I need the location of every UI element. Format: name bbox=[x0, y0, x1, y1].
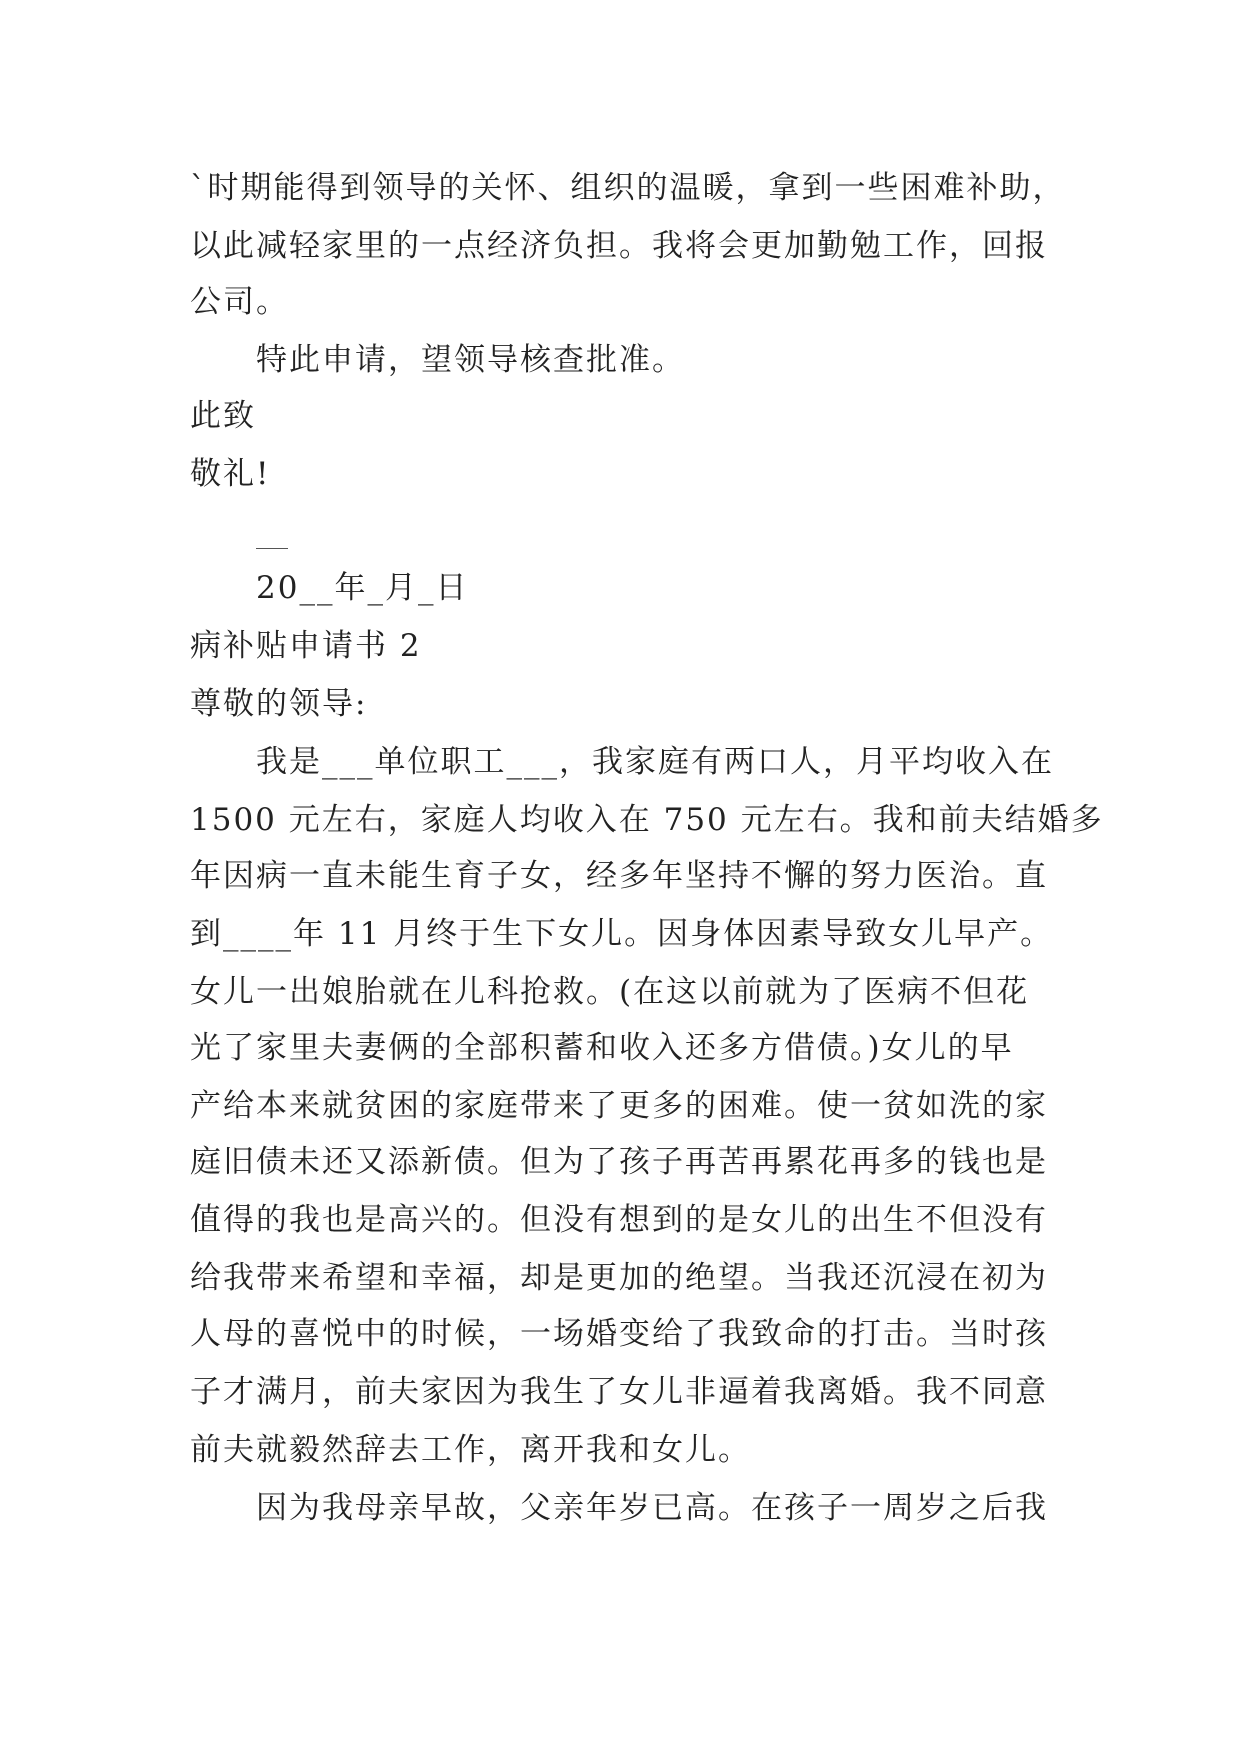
body-text-line: 年因病一直未能生育子女，经多年坚持不懈的努力医治。直 bbox=[190, 858, 1048, 894]
closing-line-2: 敬礼! bbox=[190, 456, 271, 492]
request-line: 特此申请，望领导核查批准。 bbox=[256, 342, 685, 378]
body-text-line: 给我带来希望和幸福，却是更加的绝望。当我还沉浸在初为 bbox=[190, 1260, 1048, 1296]
closing-line-1: 此致 bbox=[190, 398, 256, 434]
body-text-line: 到____年 11 月终于生下女儿。因身体因素导致女儿早产。 bbox=[190, 916, 1054, 952]
body-text-line: 1500 元左右，家庭人均收入在 750 元左右。我和前夫结婚多 bbox=[190, 802, 1104, 838]
body-text-line: 前夫就毅然辞去工作，离开我和女儿。 bbox=[190, 1432, 751, 1468]
body-text-line: 子才满月，前夫家因为我生了女儿非逼着我离婚。我不同意 bbox=[190, 1374, 1048, 1410]
body-text-line: 女儿一出娘胎就在儿科抢救。(在这以前就为了医病不但花 bbox=[190, 974, 1030, 1010]
body-text-line: 光了家里夫妻俩的全部积蓄和收入还多方借债。)女儿的早 bbox=[190, 1030, 1014, 1066]
date-line: 20__年_月_日 bbox=[256, 570, 469, 606]
body-text-line: 公司。 bbox=[190, 284, 289, 320]
body-text-line: 产给本来就贫困的家庭带来了更多的困难。使一贫如洗的家 bbox=[190, 1088, 1048, 1124]
body-text-line: 我是___单位职工___，我家庭有两口人，月平均收入在 bbox=[256, 744, 1054, 780]
body-text-line: 值得的我也是高兴的。但没有想到的是女儿的出生不但没有 bbox=[190, 1202, 1048, 1238]
body-text-line: 因为我母亲早故，父亲年岁已高。在孩子一周岁之后我 bbox=[256, 1490, 1048, 1526]
section-title: 病补贴申请书 2 bbox=[190, 628, 422, 664]
body-text-line: 人母的喜悦中的时候，一场婚变给了我致命的打击。当时孩 bbox=[190, 1316, 1048, 1352]
body-text-line: `时期能得到领导的关怀、组织的温暖，拿到一些困难补助， bbox=[190, 170, 1066, 206]
body-text-line: 以此减轻家里的一点经济负担。我将会更加勤勉工作，回报 bbox=[190, 228, 1048, 264]
salutation: 尊敬的领导: bbox=[190, 686, 368, 722]
body-text-line: 庭旧债未还又添新债。但为了孩子再苦再累花再多的钱也是 bbox=[190, 1144, 1048, 1180]
signature-blank-line bbox=[256, 548, 288, 549]
